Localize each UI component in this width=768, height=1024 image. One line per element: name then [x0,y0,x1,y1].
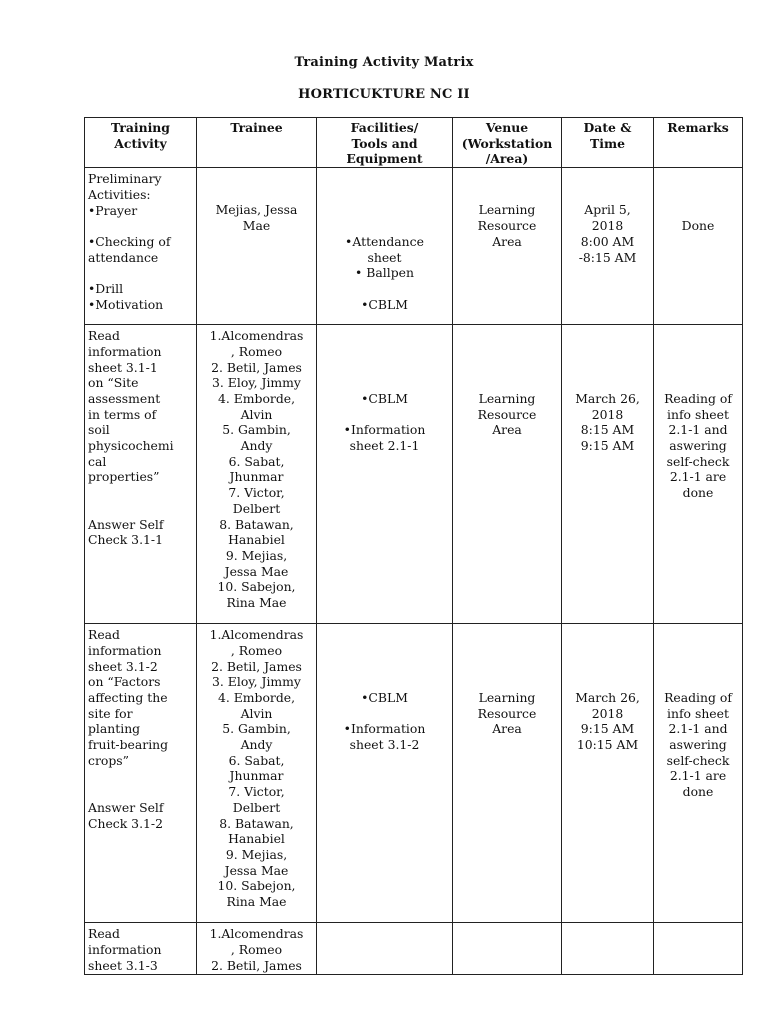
cell-remarks [654,325,743,624]
cell-line: •Information [343,422,426,438]
cell-line [456,171,558,187]
cell-line: 1.Alcomendras [209,926,304,942]
cell-line: Alvin [240,406,273,422]
cell-line: Learning [478,390,536,406]
cell-line: Answer Self [88,516,164,532]
cell-line: Answer Self [88,799,164,815]
cell-line: 8. Batawan, [219,815,294,831]
cell-line: attendance [88,249,159,265]
cell-line: 2.1-1 and [668,721,728,737]
header-training-activity: Training Activity [85,118,197,168]
cell-line [456,674,558,690]
cell-line: 1.Alcomendras [209,627,304,643]
cell-line [320,187,449,203]
cell-line: Jhunmar [229,469,284,485]
cell-line [320,674,449,690]
cell-line: Area [492,422,522,438]
cell-line: 3. Eloy, Jimmy [212,375,301,391]
cell-line [320,281,449,297]
cell-line: 2. Betil, James [211,359,302,375]
cell-line: Resource [477,218,537,234]
cell-line: Andy [240,737,273,753]
cell-line [657,328,739,344]
cell-line: Resource [477,705,537,721]
cell-line: 2. Betil, James [211,957,302,973]
cell-line: information [88,642,162,658]
cell-line: Hanabiel [228,532,285,548]
table-row [85,325,743,624]
cell-line: cal [88,453,107,469]
cell-line: Reading of [664,689,732,705]
header-remarks: Remarks [654,118,743,168]
cell-line: 8:00 AM [580,233,635,249]
cell-remarks [654,624,743,923]
cell-line: info sheet [667,406,729,422]
cell-line [200,171,313,187]
cell-remarks [654,923,743,975]
document-subtitle: HORTICUKTURE NC II [298,87,470,102]
cell-line: -8:15 AM [578,249,637,265]
cell-line: Preliminary [88,171,162,187]
cell-line: done [682,485,714,501]
cell-line [320,359,449,375]
cell-line [565,359,650,375]
header-trainee: Trainee [197,118,317,168]
cell-trainee [197,325,317,624]
cell-line: , Romeo [230,343,283,359]
cell-line [320,706,449,722]
cell-line: fruit-bearing [88,737,169,753]
cell-line [565,643,650,659]
cell-line: 4. Emborde, [217,390,296,406]
cell-trainee [197,624,317,923]
cell-line [456,359,558,375]
cell-line [88,784,193,800]
cell-facilities [317,325,453,624]
cell-line: planting [88,721,141,737]
cell-line: 6. Sabat, [228,453,285,469]
cell-line: Area [492,233,522,249]
cell-line: done [682,784,714,800]
cell-line: 5. Gambin, [222,422,291,438]
cell-line: 2.1-1 and [668,422,728,438]
cell-line: sheet 3.1-2 [88,658,158,674]
cell-activity [85,923,197,975]
cell-line: self-check [666,752,730,768]
cell-line: sheet 3.1-2 [349,736,420,752]
cell-line: soil [88,422,110,438]
cell-line: 2. Betil, James [211,658,302,674]
cell-line: •CBLM [361,689,408,705]
cell-line [320,202,449,218]
cell-line: Area [492,721,522,737]
cell-line [657,375,739,391]
document-title: Training Activity Matrix [294,55,474,70]
cell-venue [453,624,562,923]
cell-venue [453,923,562,975]
cell-line: Delbert [232,500,281,516]
cell-line [88,218,193,234]
cell-line: physicochemi [88,438,174,454]
cell-line: Hanabiel [228,831,285,847]
cell-line: Read [88,627,120,643]
cell-line [565,187,650,203]
table-row [85,168,743,325]
cell-line: •Drill [88,281,124,296]
cell-line: •CBLM [361,296,408,312]
cell-line: crops” [88,752,129,768]
cell-line [88,485,193,501]
cell-date-time [562,923,654,975]
cell-date-time [562,168,654,325]
cell-line: Jessa Mae [224,862,289,878]
cell-line: 3. Eloy, Jimmy [212,674,301,690]
cell-line [88,265,193,281]
cell-line: 8:15 AM [580,422,635,438]
cell-line: affecting the [88,689,168,705]
cell-line [657,643,739,659]
cell-activity [85,168,197,325]
cell-line: •CBLM [361,390,408,406]
cell-line [320,218,449,234]
cell-facilities [317,168,453,325]
cell-line: •Information [343,721,426,737]
cell-line [320,344,449,360]
cell-line: in terms of [88,406,157,422]
cell-line: Andy [240,438,273,454]
cell-line [456,643,558,659]
cell-venue [453,168,562,325]
cell-line [657,202,739,218]
cell-line: site for [88,705,133,721]
cell-line: Jhunmar [229,768,284,784]
cell-line: Delbert [232,799,281,815]
cell-line: self-check [666,453,730,469]
cell-line [320,643,449,659]
cell-line: Read [88,926,120,942]
cell-line: Activities: [88,186,151,202]
cell-line: 6. Sabat, [228,752,285,768]
cell-line [456,344,558,360]
cell-line [456,627,558,643]
cell-line: 9:15 AM [580,437,635,453]
cell-activity [85,325,197,624]
header-date-time: Date & Time [562,118,654,168]
cell-line: sheet 3.1-1 [88,359,158,375]
cell-line: March 26, [575,689,640,705]
cell-facilities [317,923,453,975]
cell-line: Alvin [240,705,273,721]
cell-line: 2018 [591,218,624,234]
cell-line [320,627,449,643]
cell-line [565,344,650,360]
cell-line: 2018 [591,705,624,721]
table-row [85,624,743,923]
cell-line: information [88,941,162,957]
cell-line [320,171,449,187]
cell-date-time [562,325,654,624]
cell-line: 9. Mejias, [225,547,288,563]
cell-line: 7. Victor, [228,485,285,501]
cell-line [565,171,650,187]
cell-line [456,187,558,203]
cell-line [200,187,313,203]
cell-line: 8. Batawan, [219,516,294,532]
cell-line: , Romeo [230,642,283,658]
cell-line [320,375,449,391]
cell-line [565,375,650,391]
cell-line [320,407,449,423]
cell-venue [453,325,562,624]
cell-line: aswering [669,437,727,453]
cell-line [565,328,650,344]
cell-line: Reading of [664,390,732,406]
cell-line: information [88,343,162,359]
cell-line: on “Factors [88,674,161,690]
cell-line: Learning [478,202,536,218]
cell-line: 4. Emborde, [217,689,296,705]
cell-line: , Romeo [230,941,283,957]
cell-line: Done [681,218,715,234]
cell-line [456,328,558,344]
cell-line: 1.Alcomendras [209,328,304,344]
cell-line: info sheet [667,705,729,721]
cell-line: Check 3.1-1 [88,532,163,548]
cell-remarks [654,168,743,325]
cell-line: 2018 [591,406,624,422]
cell-line: properties” [88,469,160,485]
cell-line: •Prayer [88,202,138,218]
cell-line: 10. Sabejon, [217,878,296,894]
cell-line [565,627,650,643]
cell-trainee [197,923,317,975]
cell-line: April 5, [584,202,631,218]
cell-activity [85,624,197,923]
cell-line: Jessa Mae [224,563,289,579]
cell-trainee [197,168,317,325]
training-activity-table [84,117,743,975]
cell-line: 2.1-1 are [669,768,727,784]
cell-line: • Ballpen [355,265,414,281]
cell-line [320,328,449,344]
cell-line [88,501,193,517]
cell-line: Mae [242,218,271,234]
cell-date-time [562,624,654,923]
cell-line: Rina Mae [226,894,287,910]
cell-line: on “Site [88,375,139,391]
cell-line: 9:15 AM [580,721,635,737]
cell-line: March 26, [575,390,640,406]
cell-facilities [317,624,453,923]
cell-line [320,658,449,674]
cell-line: 7. Victor, [228,784,285,800]
cell-line: •Motivation [88,296,164,312]
cell-line: assessment [88,390,161,406]
cell-line: 2.1-1 are [669,469,727,485]
cell-line [565,658,650,674]
cell-line [657,674,739,690]
cell-line [657,627,739,643]
cell-line [657,359,739,375]
cell-line: aswering [669,736,727,752]
header-venue: Venue (Workstation /Area) [453,118,562,168]
cell-line [456,375,558,391]
cell-line: 10. Sabejon, [217,579,296,595]
header-facilities: Facilities/ Tools and Equipment [317,118,453,168]
cell-line [657,344,739,360]
cell-line: 9. Mejias, [225,846,288,862]
cell-line [565,674,650,690]
cell-line: 5. Gambin, [222,721,291,737]
cell-line: sheet 2.1-1 [349,437,420,453]
table-row [85,923,743,975]
cell-line: Read [88,328,120,344]
cell-line: Rina Mae [226,595,287,611]
cell-line: sheet [367,249,402,265]
table-header-row [85,118,743,168]
cell-line [657,658,739,674]
cell-line: Mejias, Jessa [215,202,298,218]
cell-line [88,768,193,784]
cell-line: 10:15 AM [576,736,639,752]
cell-line: Learning [478,689,536,705]
cell-line: •Attendance [345,233,424,249]
cell-line: sheet 3.1-3 [88,957,158,973]
cell-line: Check 3.1-2 [88,815,163,831]
cell-line [657,187,739,203]
cell-line: Resource [477,406,537,422]
cell-line: •Checking of [88,233,171,249]
cell-line [657,171,739,187]
cell-line [456,658,558,674]
